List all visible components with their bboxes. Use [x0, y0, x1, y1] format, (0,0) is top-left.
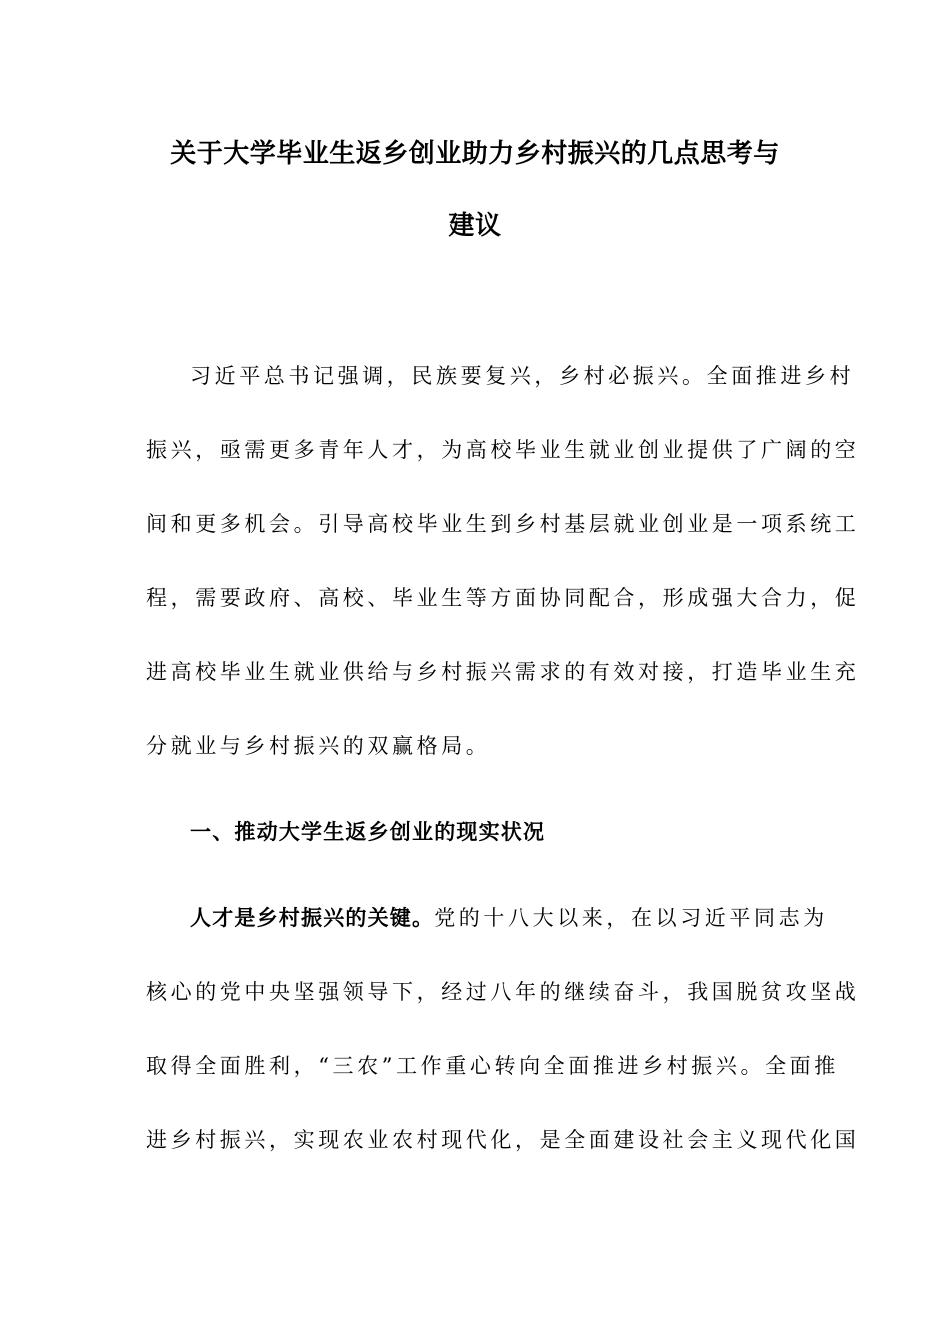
- paragraph-2-bold-lead: 人才是乡村振兴的关键。: [190, 906, 435, 930]
- paragraph-2-line-1-rest: 党的十八大以来，在以习近平同志为: [434, 906, 828, 930]
- paragraph-1-line-4: 程，需要政府、高校、毕业生等方面协同配合，形成强大合力，促: [146, 586, 860, 610]
- paragraph-2-line-3: 取得全面胜利，“三农”工作重心转向全面推进乡村振兴。全面推: [146, 1054, 839, 1078]
- paragraph-2-line-1: [190, 904, 828, 932]
- paragraph-1-line-3: 间和更多机会。引导高校毕业生到乡村基层就业创业是一项系统工: [146, 512, 860, 536]
- document-title-line-1: 关于大学毕业生返乡创业助力乡村振兴的几点思考与: [170, 139, 780, 169]
- section-1-heading: 一、推动大学生返乡创业的现实状况: [190, 820, 546, 844]
- paragraph-1-line-5: 进高校毕业生就业供给与乡村振兴需求的有效对接，打造毕业生充: [146, 660, 860, 684]
- paragraph-2-line-2: 核心的党中央坚强领导下，经过八年的继续奋斗，我国脱贫攻坚战: [146, 980, 860, 1004]
- paragraph-1-line-1: 习近平总书记强调，民族要复兴，乡村必振兴。全面推进乡村: [190, 364, 855, 388]
- paragraph-1-line-2: 振兴，亟需更多青年人才，为高校毕业生就业创业提供了广阔的空: [146, 438, 860, 462]
- paragraph-2-line-4: 进乡村振兴，实现农业农村现代化，是全面建设社会主义现代化国: [146, 1128, 860, 1152]
- document-title-line-2: 建议: [448, 211, 502, 241]
- paragraph-1-line-6: 分就业与乡村振兴的双赢格局。: [146, 734, 491, 758]
